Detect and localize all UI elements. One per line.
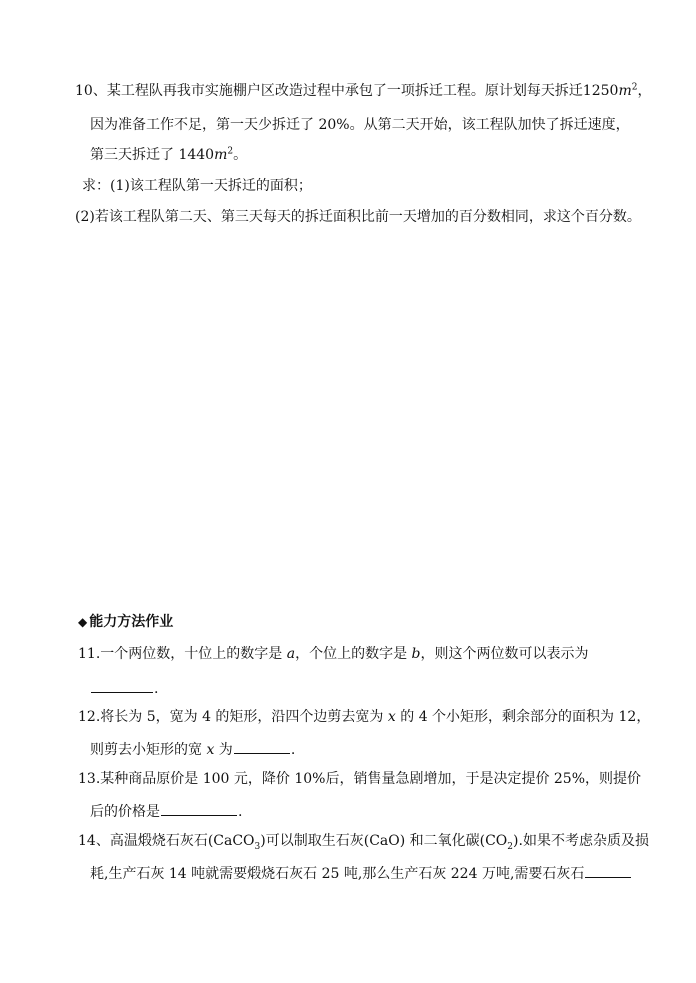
answer-blank[interactable] xyxy=(234,739,290,754)
punct: . xyxy=(154,681,159,697)
q10-line-1 xyxy=(75,82,651,100)
exponent: 2 xyxy=(227,146,234,157)
punct: . xyxy=(238,804,243,820)
q14-line-1 xyxy=(78,832,649,850)
answer-blank[interactable] xyxy=(91,678,153,693)
q10-subquestion-2: (2)若该工程队第二天、第三天每天的拆迁面积比前一天增加的百分数相同，求这个百分数。 xyxy=(75,209,641,225)
q10-text: 因为准备工作不足，第一天少拆迁了 20%。从第二天开始，该工程队加快了拆迁速度， xyxy=(90,117,630,133)
var-b: b xyxy=(411,646,421,662)
answer-blank[interactable] xyxy=(585,863,631,878)
q11-text: 11.一个两位数，十位上的数字是 xyxy=(78,646,287,662)
var-a: a xyxy=(286,646,296,662)
q12-text: 12.将长为 5，宽为 4 的矩形，沿四个边剪去宽为 xyxy=(78,709,388,725)
q13-line-1 xyxy=(78,770,641,788)
q14-text: ).如果不考虑杂质及损 xyxy=(513,833,649,849)
q13-line-2 xyxy=(90,801,242,821)
punct: ， xyxy=(637,83,652,99)
diamond-icon: ◆ xyxy=(78,615,88,629)
q12-text: 则剪去小矩形的宽 xyxy=(90,742,207,758)
q14-text: 耗,生产石灰 14 吨就需要煅烧石灰石 25 吨,那么生产石灰 224 万吨,需要石灰石 xyxy=(90,866,585,882)
q11-text: ，则这个两位数可以表示为 xyxy=(420,646,589,662)
subscript: 3 xyxy=(254,841,261,852)
q14-line-2 xyxy=(90,863,632,883)
q14-text: )可以制取生石灰(CaO) 和二氧化碳(CO xyxy=(260,833,508,849)
q10-text: 10、某工程队再我市实施棚户区改造过程中承包了一项拆迁工程。原计划每天拆迁1250 xyxy=(75,83,619,99)
section-title: 能力方法作业 xyxy=(89,614,174,630)
q10-line-3 xyxy=(90,146,247,164)
q12-text: 的 4 个小矩形，剩余部分的面积为 12， xyxy=(395,709,651,725)
unit-m: m xyxy=(618,83,632,99)
punct: . xyxy=(290,742,296,758)
exponent: 2 xyxy=(631,82,638,93)
q10-line-2 xyxy=(90,116,630,134)
q13-text: 13.某种商品原价是 100 元，降价 10%后，销售量急剧增加，于是决定提价 25%，则提价 xyxy=(78,771,642,787)
q14-text: 14、高温煅烧石灰石(CaCO xyxy=(78,833,255,849)
q10-text: 第三天拆迁了 1440 xyxy=(90,147,215,163)
section-heading xyxy=(78,613,173,631)
punct: 。 xyxy=(233,147,248,163)
answer-blank[interactable] xyxy=(161,801,237,816)
q10-line-5 xyxy=(75,208,641,226)
q11-line-2 xyxy=(90,678,158,698)
unit-m: m xyxy=(214,147,228,163)
q11-text: ，个位上的数字是 xyxy=(295,646,412,662)
q12-text: 为 xyxy=(214,742,233,758)
var-x: x xyxy=(387,709,396,725)
q11-line-1 xyxy=(78,645,589,663)
var-x: x xyxy=(206,742,215,758)
q10-subquestion-1: 求：(1)该工程队第一天拆迁的面积； xyxy=(82,178,312,194)
q12-line-2 xyxy=(90,739,295,759)
q13-text: 后的价格是 xyxy=(90,804,160,820)
q10-line-4 xyxy=(82,177,312,195)
q12-line-1 xyxy=(78,708,650,726)
subscript: 2 xyxy=(507,841,514,852)
